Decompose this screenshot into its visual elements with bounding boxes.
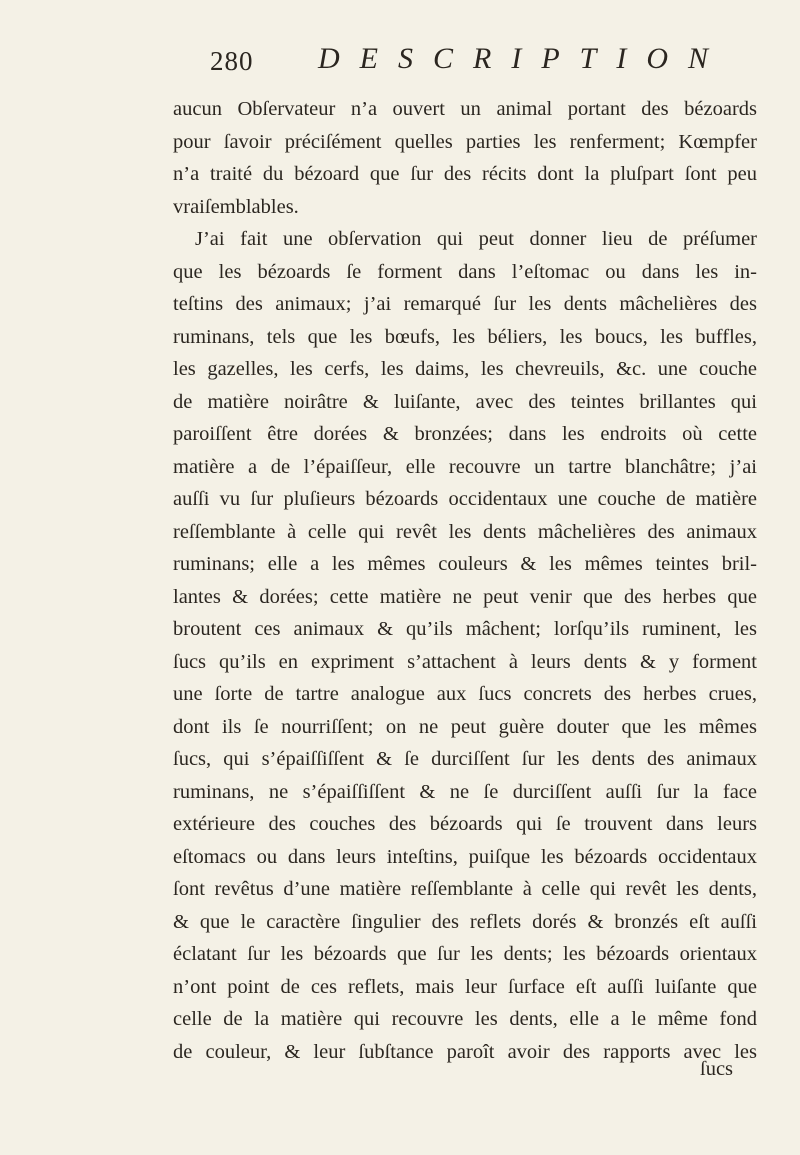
text-line: de matière noirâtre & luiſante, avec des teintes brillantes qui xyxy=(173,390,757,413)
text-line: de couleur, & leur ſubſtance paroît avoir des rapports avec les xyxy=(173,1040,757,1063)
text-line: extérieure des couches des bézoards qui ſe trouvent dans leurs xyxy=(173,813,757,835)
text-line: éclatant ſur les bézoards que ſur les dents; les bézoards orientaux xyxy=(173,943,757,965)
text-line: celle de la matière qui recouvre les dents, elle a le même fond xyxy=(173,1008,757,1030)
text-line: n’ont point de ces reflets, mais leur ſurface eſt auſſi luiſante que xyxy=(173,975,757,998)
text-line: broutent ces animaux & qu’ils mâchent; lorſqu’ils ruminent, les xyxy=(173,618,757,640)
body-text xyxy=(173,93,757,1068)
page-number: 280 xyxy=(210,46,254,76)
text-line: J’ai fait une obſervation qui peut donner lieu de préſumer xyxy=(195,228,757,250)
paragraph xyxy=(173,93,757,223)
catchword: ſucs xyxy=(700,1058,734,1080)
text-line: & que le caractère ſingulier des reflets dorés & bronzés eſt auſſi xyxy=(173,910,757,933)
text-line: n’a traité du bézoard que ſur des récits dont la pluſpart ſont peu xyxy=(173,163,757,185)
text-line: lantes & dorées; cette matière ne peut venir que des herbes que xyxy=(173,585,757,608)
text-line: ſont revêtus d’une matière reſſemblante à celle qui revêt les dents, xyxy=(173,878,757,900)
text-line: ſucs qu’ils en expriment s’attachent à leurs dents & y forment xyxy=(173,650,757,673)
text-line: reſſemblante à celle qui revêt les dents mâchelières des animaux xyxy=(173,520,757,543)
text-line: ruminans; elle a les mêmes couleurs & les mêmes teintes bril- xyxy=(173,553,757,575)
text-line: eſtomacs ou dans leurs inteſtins, puiſque les bézoards occidentaux xyxy=(173,845,757,868)
text-line: matière a de l’épaiſſeur, elle recouvre un tartre blanchâtre; j’ai xyxy=(173,455,757,478)
text-line: teſtins des animaux; j’ai remarqué ſur les dents mâchelières des xyxy=(173,293,757,315)
running-title: DESCRIPTION xyxy=(318,42,728,75)
text-line: ruminans, ne s’épaiſſiſſent & ne ſe durciſſent auſſi ſur la face xyxy=(173,780,757,803)
text-line: paroiſſent être dorées & bronzées; dans les endroits où cette xyxy=(173,423,757,445)
paragraph xyxy=(173,223,757,1068)
text-line: les gazelles, les cerfs, les daims, les chevreuils, &c. une couche xyxy=(173,358,757,380)
text-line: dont ils ſe nourriſſent; on ne peut guère douter que les mêmes xyxy=(173,715,757,738)
text-line: ruminans, tels que les bœufs, les béliers, les boucs, les buffles, xyxy=(173,325,757,348)
text-line: vraiſemblables. xyxy=(173,195,299,218)
text-line: auſſi vu ſur pluſieurs bézoards occidentaux une couche de matière xyxy=(173,488,757,510)
text-line: que les bézoards ſe forment dans l’eſtomac ou dans les in- xyxy=(173,260,757,283)
text-line: pour ſavoir préciſément quelles parties les renferment; Kœmpfer xyxy=(173,130,757,153)
text-line: une ſorte de tartre analogue aux ſucs concrets des herbes crues, xyxy=(173,683,757,705)
text-line: aucun Obſervateur n’a ouvert un animal portant des bézoards xyxy=(173,98,757,120)
page-header xyxy=(210,40,728,88)
text-line: ſucs, qui s’épaiſſiſſent & ſe durciſſent ſur les dents des animaux xyxy=(173,748,757,770)
